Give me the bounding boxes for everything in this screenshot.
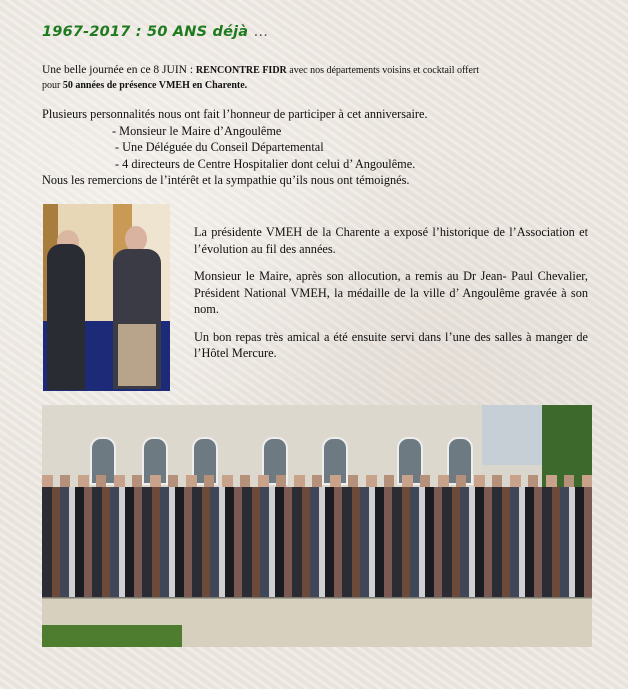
person-legs [118,324,156,386]
lawn [42,625,182,647]
crowd [42,487,592,597]
guest-item: - Monsieur le Maire d’Angoulême [112,123,282,138]
medal-ceremony-photo [43,204,170,391]
group-photo [42,405,592,647]
intro-paragraph [42,63,587,93]
guest-item: - Une Déléguée du Conseil Départemental [115,140,324,154]
guest-item: - 4 directeurs de Centre Hospitalier dont celui d’ Angoulême. [115,156,416,171]
title-text: 1967-2017 : 50 ANS déjà [42,24,249,40]
guests-closing: Nous les remercions de l’intérêt et la sympathie qu’ils nous ont témoignés. [42,173,410,187]
intro-text-1: Une belle journée en ce 8 JUIN : [42,64,196,76]
guests-lead: Plusieurs personnalités nous ont fait l’honneur de participer à cet anniversaire. [42,107,428,121]
intro-anniversary: 50 années de présence VMEH en Charente. [62,80,248,91]
story-paragraph: Un bon repas très amical a été ensuite servi dans l’une des salles à manger de l’Hôtel Mercure. [194,329,588,360]
guests-paragraph [42,106,587,189]
story-text [194,224,588,373]
intro-event-name: RENCONTRE FIDR [195,65,287,76]
story-paragraph: Monsieur le Maire, après son allocution, a remis au Dr Jean- Paul Chevalier, Président National VMEH, la médaille de la ville d’ Angoulême gravée à son nom. [194,269,588,316]
intro-text-3: pour [42,80,63,91]
person-body [47,244,85,390]
page-title [42,24,268,40]
title-ellipsis: … [253,24,269,40]
intro-text-2: avec nos départements voisins et cocktail offert [286,65,480,76]
story-paragraph: La présidente VMEH de la Charente a exposé l’historique de l’Association et l’évolution au fil des années. [194,225,588,256]
